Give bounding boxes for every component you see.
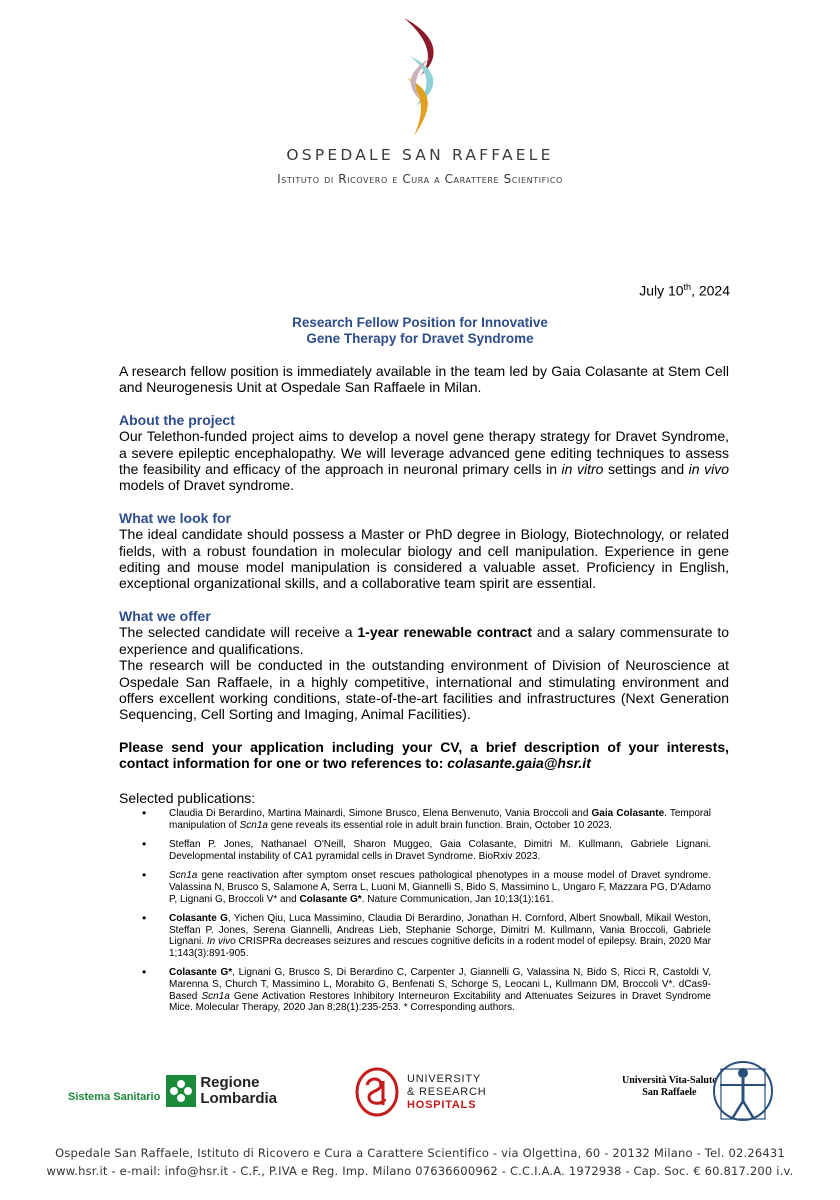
title-line-2: Gene Therapy for Dravet Syndrome: [306, 331, 534, 346]
offer-paragraph-1: The selected candidate will receive a 1-year renewable contract and a salary commensurate to experience and qualifications.: [119, 624, 730, 657]
org-subtitle: Istituto di Ricovero e Cura a Carattere Scientifico: [277, 172, 563, 186]
publication-item: • Steffan P. Jones, Nathanael O'Neill, Sharon Muggeo, Gaia Colasante, Dimitri M. Kullmann, Gabriele Lignani. Developmental instability of CA1 pyramidal cells in Dravet Syndrome. BioRxiv 2023.: [169, 839, 711, 862]
about-paragraph: Our Telethon-funded project aims to develop a novel gene therapy strategy for Dravet Syndrome, a severe epileptic encephalopathy. We will leverage advanced gene editing techniques to assess the feasibility and efficacy of the approach in neuronal primary cells in in vitro settings and in vivo models of Dravet syndrome.: [119, 428, 730, 494]
apply-paragraph: Please send your application including your CV, a brief description of your interests, contact information for one or two references to: colasante.gaia@hsr.it: [119, 738, 729, 772]
page-title: [0, 315, 840, 347]
contact-email: colasante.gaia@hsr.it: [447, 755, 591, 772]
vitruvian-man-icon: [712, 1055, 774, 1127]
hsr-line-1: UNIVERSITY: [407, 1072, 482, 1085]
letter-body: [119, 363, 729, 1022]
hsr-line-3: HOSPITALS: [407, 1098, 477, 1111]
unisr-line-2: San Raffaele: [642, 1087, 697, 1098]
intro-paragraph: A research fellow position is immediately available in the team led by Gaia Colasante at Stem Cell and Neurogenesis Unit at Ospedale San Raffaele in Milan.: [119, 363, 729, 396]
hsr-emblem-icon: [355, 1067, 399, 1117]
publication-item: • Colasante G*, Lignani G, Brusco S, Di Berardino C, Carpenter J, Giannelli G, Valassina N, Bido S, Ricci R, Castoldi V, Marenna S, Church T, Massimino L, Morabito G, Benfenati S, Schorge S, Leocani L, Kullmann DM, Broccoli V*. dCas9-Based Scn1a Gene Activation Restores Inhibitory Interneuron Excitability and Attenuates Seizures in Dravet Syndrome Mice. Molecular Therapy, 2020 Jan 8;28(1):235-253. * Corresponding authors.: [169, 967, 711, 1013]
sistema-sanitario-label: Sistema Sanitario: [68, 1091, 161, 1103]
footer-line-2: www.hsr.it - e-mail: info@hsr.it - C.F., P.IVA e Reg. Imp. Milano 07636600962 - C.C.I.A.A. 1972938 - Cap. Soc. € 60.817.200 i.v.: [46, 1164, 794, 1178]
offer-heading: What we offer: [119, 607, 211, 624]
regione-lombardia-logo: [68, 1075, 277, 1107]
publication-item: • Claudia Di Berardino, Martina Mainardi, Simone Brusco, Elena Benvenuto, Vania Broccoli and Gaia Colasante. Temporal manipulation of Scn1a gene reveals its essential role in adult brain function. Brain, October 10 2023.: [169, 808, 711, 831]
publication-item: • Scn1a gene reactivation after symptom onset rescues pathological phenotypes in a mouse model of Dravet syndrome. Valassina N, Brusco S, Salamone A, Serra L, Luoni M, Giannelli S, Bido S, Massimino L, Ungaro F, Mazzara PG, D'Adamo P, Lignani G, Broccoli V* and Colasante G*. Nature Communication, Jan 10;13(1):161.: [169, 870, 711, 905]
hsr-logo: [355, 1067, 487, 1117]
ospedale-logo-icon: [390, 18, 450, 136]
publication-item: • Colasante G, Yichen Qiu, Luca Massimino, Claudia Di Berardino, Jonathan H. Cornford, Albert Snowball, Mikail Weston, Steffan P. Jones, Serena Giannelli, Andreas Lieb, Stephanie Schorge, Dimitri M. Kullmann, Vania Broccoli, Gabriele Lignani. In vivo CRISPRa decreases seizures and rescues cognitive deficits in a rodent model of epilepsy. Brain, 2020 Mar 1;143(3):891-905.: [169, 913, 711, 959]
publications-heading: Selected publications:: [119, 789, 256, 806]
lombardia-label: Lombardia: [200, 1090, 278, 1107]
regione-label: Regione: [200, 1074, 260, 1091]
partner-logos: [0, 1055, 840, 1130]
unisr-logo: [622, 1075, 717, 1099]
org-name: OSPEDALE SAN RAFFAELE: [286, 146, 554, 164]
hsr-line-2: & RESEARCH: [407, 1085, 487, 1098]
publications-list: [119, 808, 711, 1014]
offer-paragraph-2: The research will be conducted in the outstanding environment of Division of Neuroscience at Ospedale San Raffaele, in a highly competitive, international and stimulating environment and offers excellent working conditions, state-of-the-art facilities and infrastructures (Next Generation Sequencing, Cell Sorting and Imaging, Animal Facilities).: [119, 657, 729, 723]
about-heading: About the project: [119, 411, 235, 428]
unisr-line-1: Università Vita-Salute: [622, 1075, 717, 1086]
footer-line-1: Ospedale San Raffaele, Istituto di Ricovero e Cura a Carattere Scientifico - via Olgettina, 60 - 20132 Milano - Tel. 02.26431: [55, 1146, 785, 1160]
title-line-1: Research Fellow Position for Innovative: [292, 315, 548, 330]
look-paragraph: The ideal candidate should possess a Master or PhD degree in Biology, Biotechnology, or related fields, with a robust foundation in molecular biology and cell manipulation. Experience in gene editing and mouse model manipulation is considered a valuable asset. Proficiency in English, exceptional organizational skills, and a collaborative team spirit are essential.: [119, 526, 729, 592]
letter-date: July 10th, 2024: [639, 282, 730, 299]
lombardia-rose-icon: [166, 1075, 196, 1107]
footer-address: [0, 1144, 840, 1180]
look-heading: What we look for: [119, 509, 231, 526]
header: [0, 18, 840, 186]
